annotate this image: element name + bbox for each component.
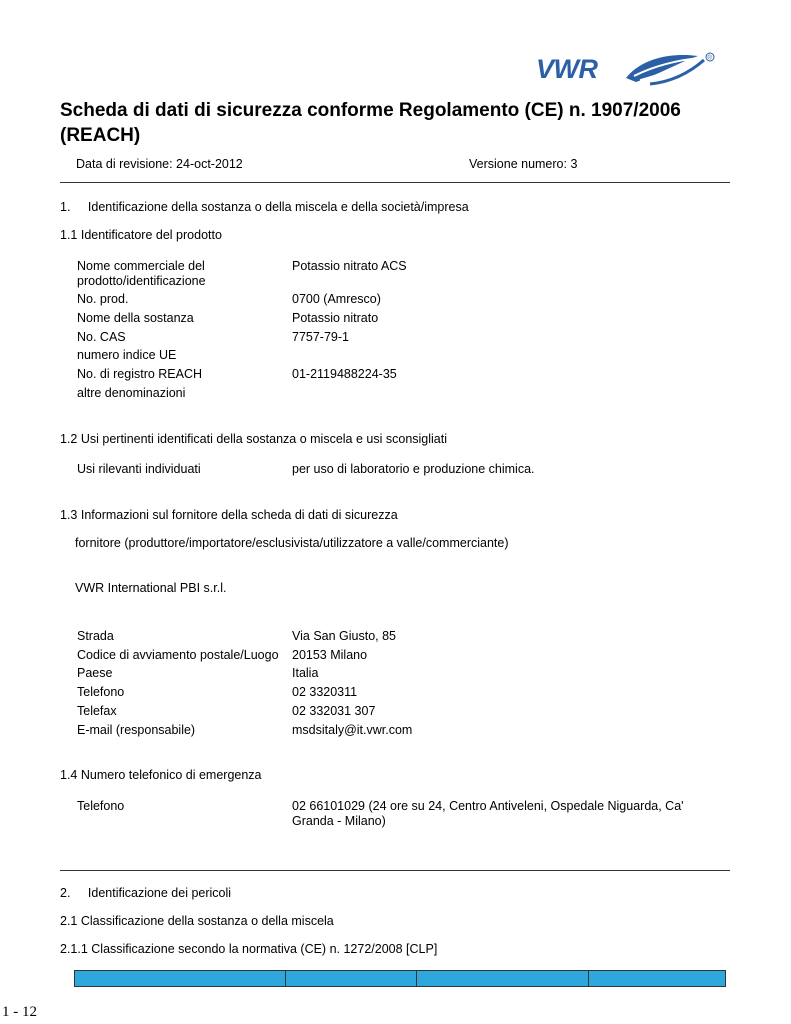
field-label: altre denominazioni [77, 386, 186, 400]
field-label: No. prod. [77, 292, 129, 306]
section-1-title: Identificazione della sostanza o della miscela e della società/impresa [87, 200, 469, 214]
field-value: 02 3320311 [292, 685, 358, 699]
version-number: Versione numero: 3 [469, 157, 578, 171]
field-value: per uso di laboratorio e produzione chimica. [292, 462, 535, 476]
supplier-company: VWR International PBI s.r.l. [75, 581, 227, 595]
field-value: 01-2119488224-35 [292, 367, 397, 381]
field-label: Telefono [77, 799, 125, 813]
field-label: Paese [77, 666, 113, 680]
vwr-logo [536, 46, 718, 92]
field-value: Potassio nitrato [292, 311, 379, 325]
field-value: Italia [292, 666, 319, 680]
field-value: 20153 Milano [292, 648, 368, 662]
section-1-1-title: 1.1 Identificatore del prodotto [60, 228, 222, 242]
field-value: 02 332031 307 [292, 704, 376, 718]
vwr-logo-text: VWR [536, 54, 598, 84]
section-2-1-title: 2.1 Classificazione della sostanza o della miscela [60, 914, 334, 928]
section-1-3-title: 1.3 Informazioni sul fornitore della scheda di dati di sicurezza [60, 508, 398, 522]
field-value: 02 66101029 (24 ore su 24, Centro Antiveleni, Ospedale Niguarda, Ca' Granda - Milano) [292, 799, 684, 828]
vwr-leaf-emblem-icon [620, 48, 718, 88]
field-label: No. di registro REACH [77, 367, 203, 381]
email-link[interactable]: msdsitaly@it.vwr.com [292, 723, 413, 737]
field-label: Nome commerciale del prodotto/identificazione [77, 259, 206, 288]
table-column-divider [588, 971, 589, 986]
field-label: Nome della sostanza [77, 311, 194, 325]
section-2-number: 2. [60, 886, 71, 900]
table-column-divider [416, 971, 417, 986]
registered-mark: ® [707, 55, 712, 62]
field-label: Telefono [77, 685, 125, 699]
document-title: Scheda di dati di sicurezza conforme Regolamento (CE) n. 1907/2006 (REACH) [60, 100, 681, 146]
section-1-number: 1. [60, 200, 71, 214]
field-value: 0700 (Amresco) [292, 292, 381, 306]
section-2-1-1-title: 2.1.1 Classificazione secondo la normativa (CE) n. 1272/2008 [CLP] [60, 942, 438, 956]
field-label: Strada [77, 629, 114, 643]
section-2-heading [60, 886, 231, 900]
field-label: Codice di avviamento postale/Luogo [77, 648, 279, 662]
field-label: E-mail (responsabile) [77, 723, 196, 737]
header-divider [60, 182, 730, 183]
revision-date: Data di revisione: 24-oct-2012 [76, 157, 243, 171]
section-divider [60, 870, 730, 871]
table-column-divider [285, 971, 286, 986]
field-value: Via San Giusto, 85 [292, 629, 397, 643]
classification-table-header [74, 970, 726, 987]
field-label: numero indice UE [77, 348, 177, 362]
page-number: 1 - 12 [2, 1004, 37, 1020]
supplier-role: fornitore (produttore/importatore/esclusivista/utilizzatore a valle/commerciante) [75, 536, 509, 550]
field-value: Potassio nitrato ACS [292, 259, 407, 273]
field-label: No. CAS [77, 330, 126, 344]
section-1-heading [60, 200, 469, 214]
section-1-4-title: 1.4 Numero telefonico di emergenza [60, 768, 262, 782]
field-value: 7757-79-1 [292, 330, 349, 344]
field-label: Usi rilevanti individuati [77, 462, 201, 476]
field-label: Telefax [77, 704, 117, 718]
section-2-title: Identificazione dei pericoli [87, 886, 232, 900]
section-1-2-title: 1.2 Usi pertinenti identificati della sostanza o miscela e usi sconsigliati [60, 432, 447, 446]
